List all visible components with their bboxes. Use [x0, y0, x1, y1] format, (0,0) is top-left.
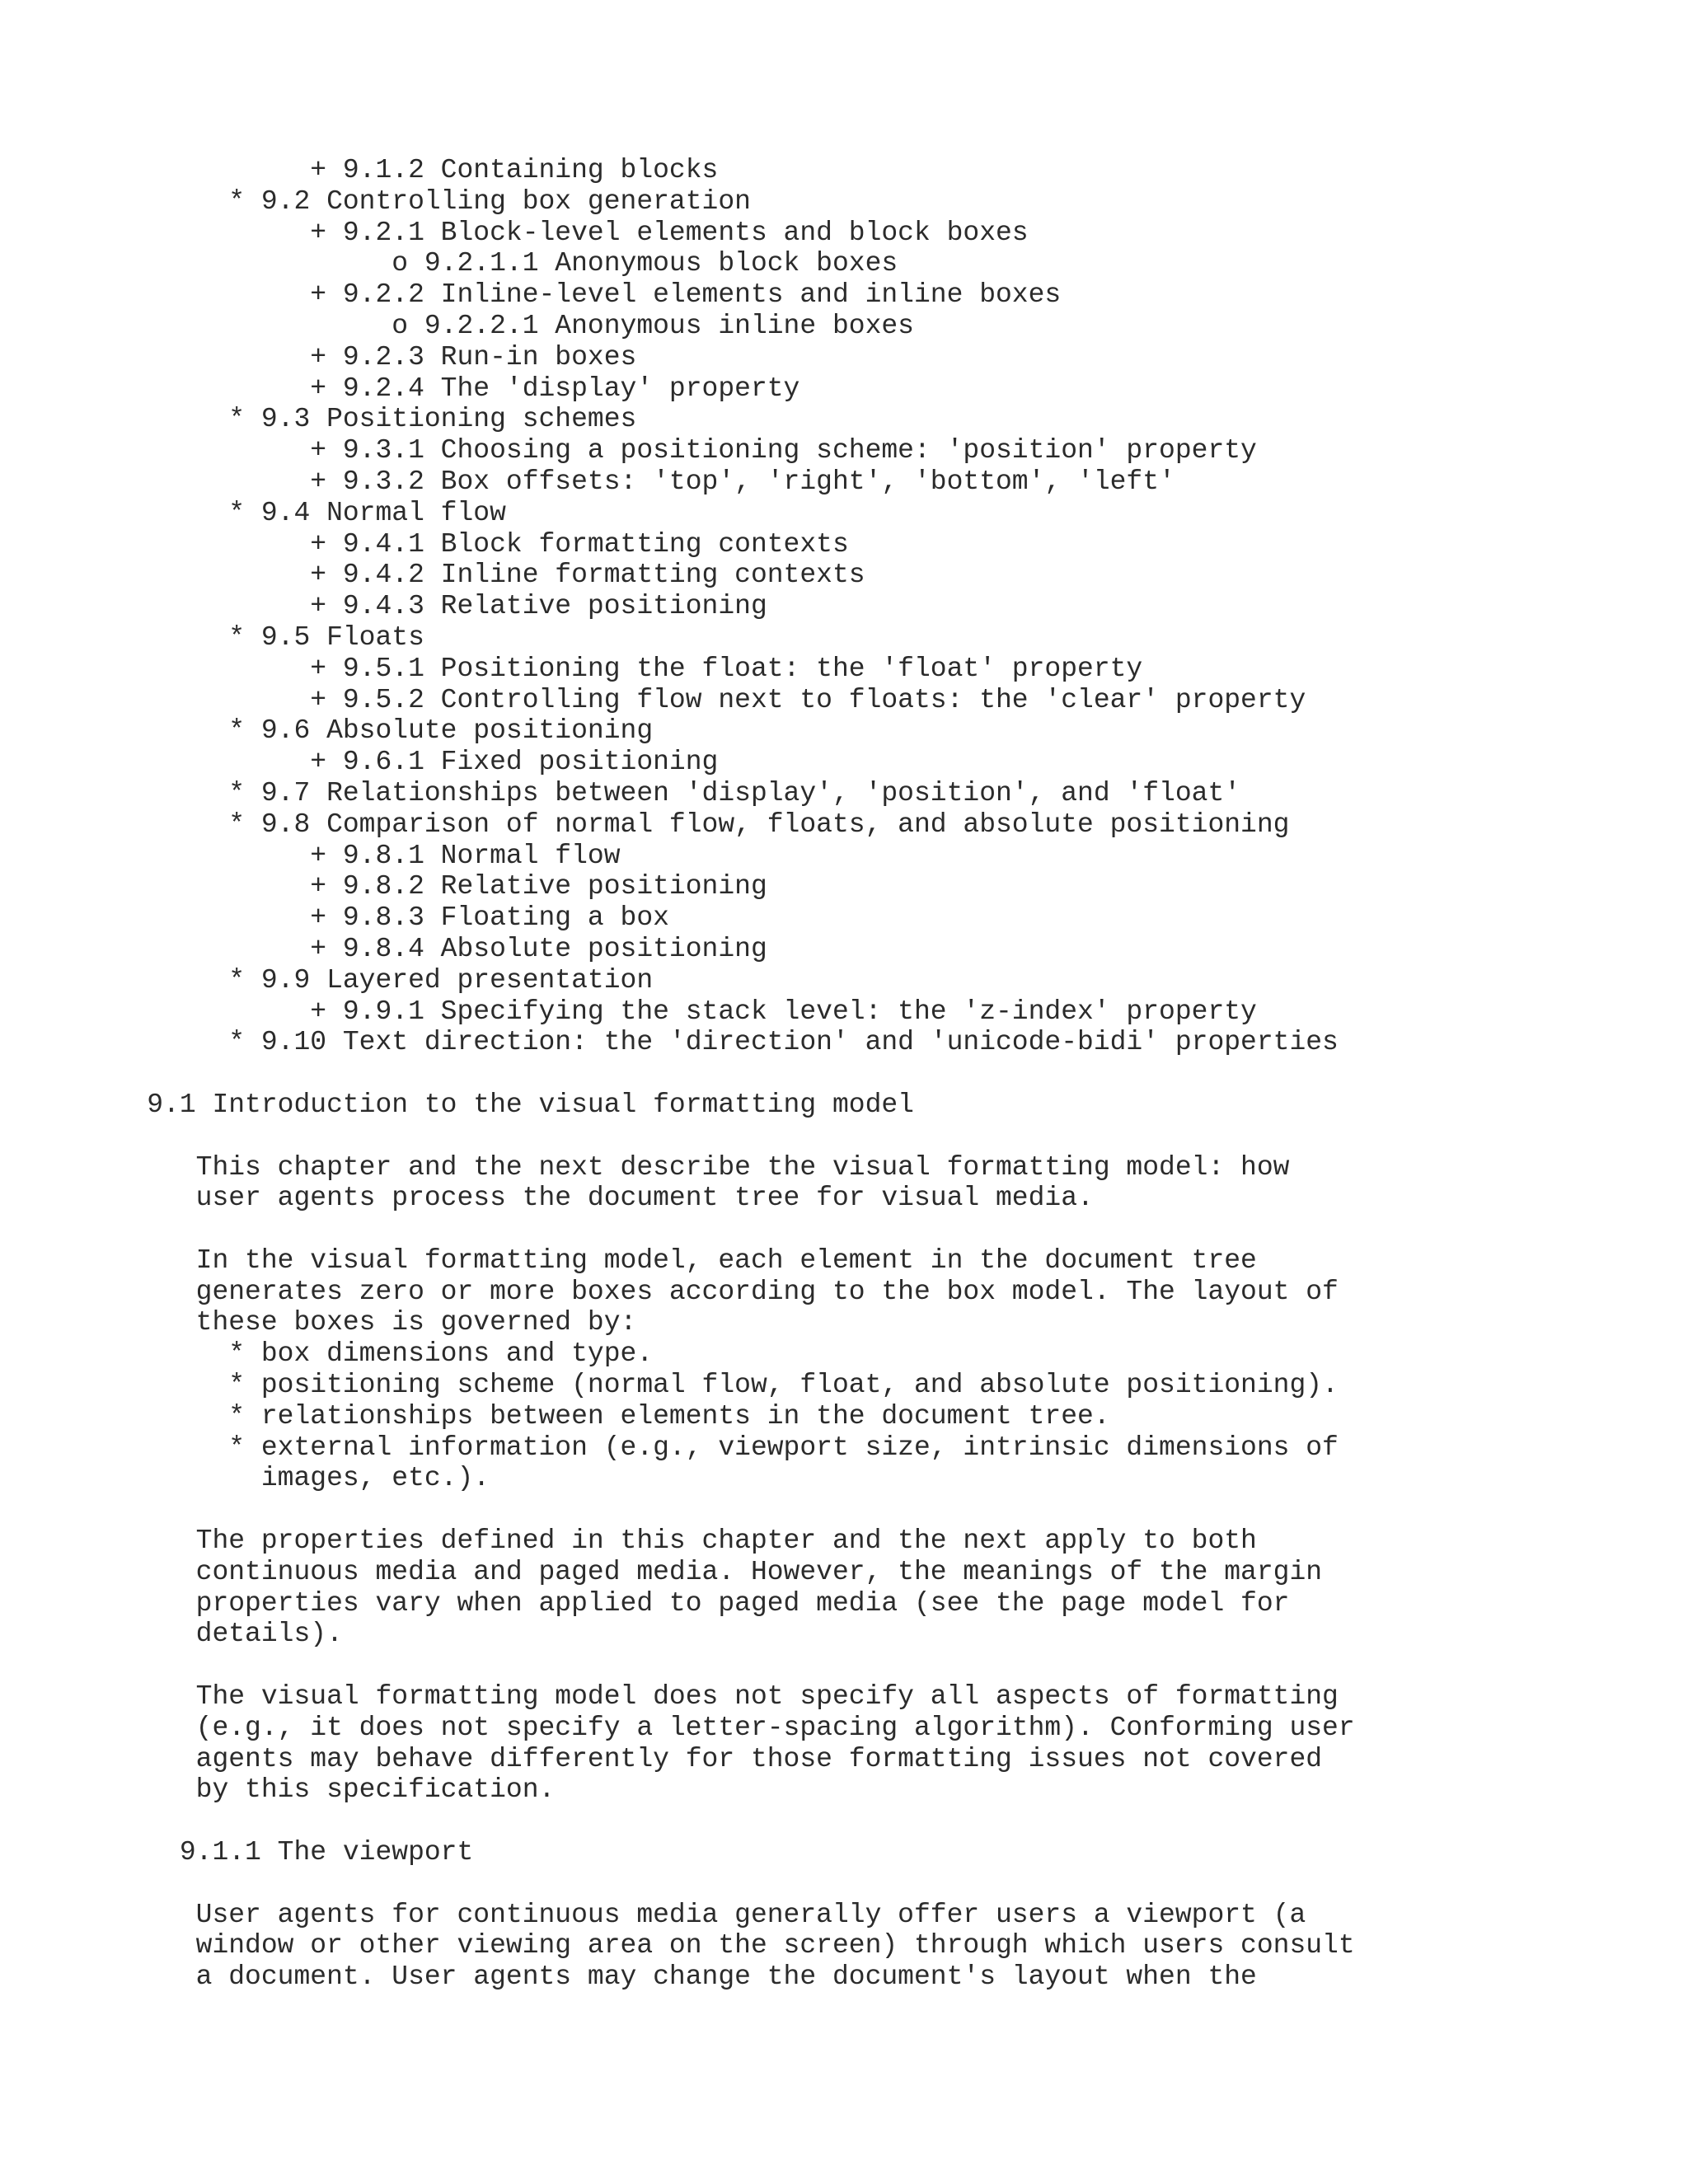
document-line: + 9.8.2 Relative positioning — [0, 871, 767, 902]
document-line: 9.1.1 The viewport — [0, 1837, 474, 1868]
document-line: User agents for continuous media generally offer users a viewport (a — [0, 1899, 1306, 1930]
document-line: these boxes is governed by: — [0, 1307, 637, 1338]
document-line — [0, 1806, 1355, 1837]
document-line: details). — [0, 1619, 343, 1650]
document-line: * 9.5 Floats — [0, 621, 424, 653]
document-line: + 9.8.4 Absolute positioning — [0, 933, 767, 964]
document-line: In the visual formatting model, each element in the document tree — [0, 1244, 1257, 1276]
document-line: o 9.2.1.1 Anonymous block boxes — [0, 248, 898, 279]
document-line — [0, 1494, 1355, 1526]
document-line: * 9.9 Layered presentation — [0, 964, 654, 996]
document-line: + 9.8.3 Floating a box — [0, 902, 669, 934]
document-line: * 9.3 Positioning schemes — [0, 404, 637, 435]
document-line: + 9.4.3 Relative positioning — [0, 591, 767, 622]
document-line: * 9.2 Controlling box generation — [0, 185, 751, 217]
document-line: o 9.2.2.1 Anonymous inline boxes — [0, 310, 914, 341]
document-line: * relationships between elements in the document tree. — [0, 1400, 1110, 1432]
document-line — [0, 1650, 1355, 1681]
document-line: by this specification. — [0, 1774, 556, 1806]
document-line: * box dimensions and type. — [0, 1338, 654, 1370]
document-line: + 9.4.2 Inline formatting contexts — [0, 560, 865, 591]
document-line: + 9.6.1 Fixed positioning — [0, 747, 719, 778]
document-line: + 9.3.1 Choosing a positioning scheme: 'position' property — [0, 435, 1257, 466]
document-line: * positioning scheme (normal flow, float, and absolute positioning). — [0, 1370, 1339, 1401]
document-line: * 9.7 Relationships between 'display', 'position', and 'float' — [0, 777, 1241, 808]
document-text — [0, 155, 1355, 1993]
document-line — [0, 1058, 1355, 1090]
document-line: images, etc.). — [0, 1463, 490, 1494]
document-line: agents may behave differently for those formatting issues not covered — [0, 1743, 1323, 1774]
document-line: + 9.2.3 Run-in boxes — [0, 341, 637, 373]
document-line: window or other viewing area on the screen) through which users consult — [0, 1930, 1355, 1961]
document-line: * 9.4 Normal flow — [0, 497, 506, 528]
document-line — [0, 1121, 1355, 1152]
document-line: a document. User agents may change the document's layout when the — [0, 1961, 1257, 1993]
document-line: The visual formatting model does not specify all aspects of formatting — [0, 1681, 1339, 1713]
document-line: * external information (e.g., viewport size, intrinsic dimensions of — [0, 1432, 1339, 1463]
document-line: (e.g., it does not specify a letter-spacing algorithm). Conforming user — [0, 1712, 1355, 1743]
document-line: + 9.5.1 Positioning the float: the 'float' property — [0, 653, 1143, 684]
document-line: continuous media and paged media. However, the meanings of the margin — [0, 1556, 1323, 1587]
document-line: * 9.6 Absolute positioning — [0, 715, 654, 747]
document-line — [0, 1214, 1355, 1245]
document-line: + 9.3.2 Box offsets: 'top', 'right', 'bottom', 'left' — [0, 466, 1175, 497]
document-line: * 9.10 Text direction: the 'direction' and 'unicode-bidi' properties — [0, 1027, 1339, 1058]
document-line: + 9.4.1 Block formatting contexts — [0, 528, 849, 560]
document-line: + 9.1.2 Containing blocks — [0, 155, 719, 185]
document-line: + 9.2.2 Inline-level elements and inline boxes — [0, 279, 1062, 311]
document-line: user agents process the document tree for visual media. — [0, 1183, 1094, 1214]
document-line: * 9.8 Comparison of normal flow, floats, and absolute positioning — [0, 808, 1290, 840]
document-line: + 9.2.1 Block-level elements and block boxes — [0, 217, 1029, 248]
document-line: generates zero or more boxes according to the box model. The layout of — [0, 1276, 1339, 1307]
document-line: + 9.8.1 Normal flow — [0, 840, 621, 871]
document-line: This chapter and the next describe the visual formatting model: how — [0, 1151, 1290, 1183]
document-line: + 9.9.1 Specifying the stack level: the 'z-index' property — [0, 996, 1257, 1027]
document-line: + 9.5.2 Controlling flow next to floats: the 'clear' property — [0, 684, 1306, 715]
document-line: + 9.2.4 The 'display' property — [0, 373, 800, 404]
document-line: 9.1 Introduction to the visual formatting model — [0, 1089, 914, 1120]
document-line — [0, 1868, 1355, 1900]
document-line: The properties defined in this chapter and the next apply to both — [0, 1526, 1257, 1557]
document-line: properties vary when applied to paged media (see the page model for — [0, 1587, 1290, 1619]
